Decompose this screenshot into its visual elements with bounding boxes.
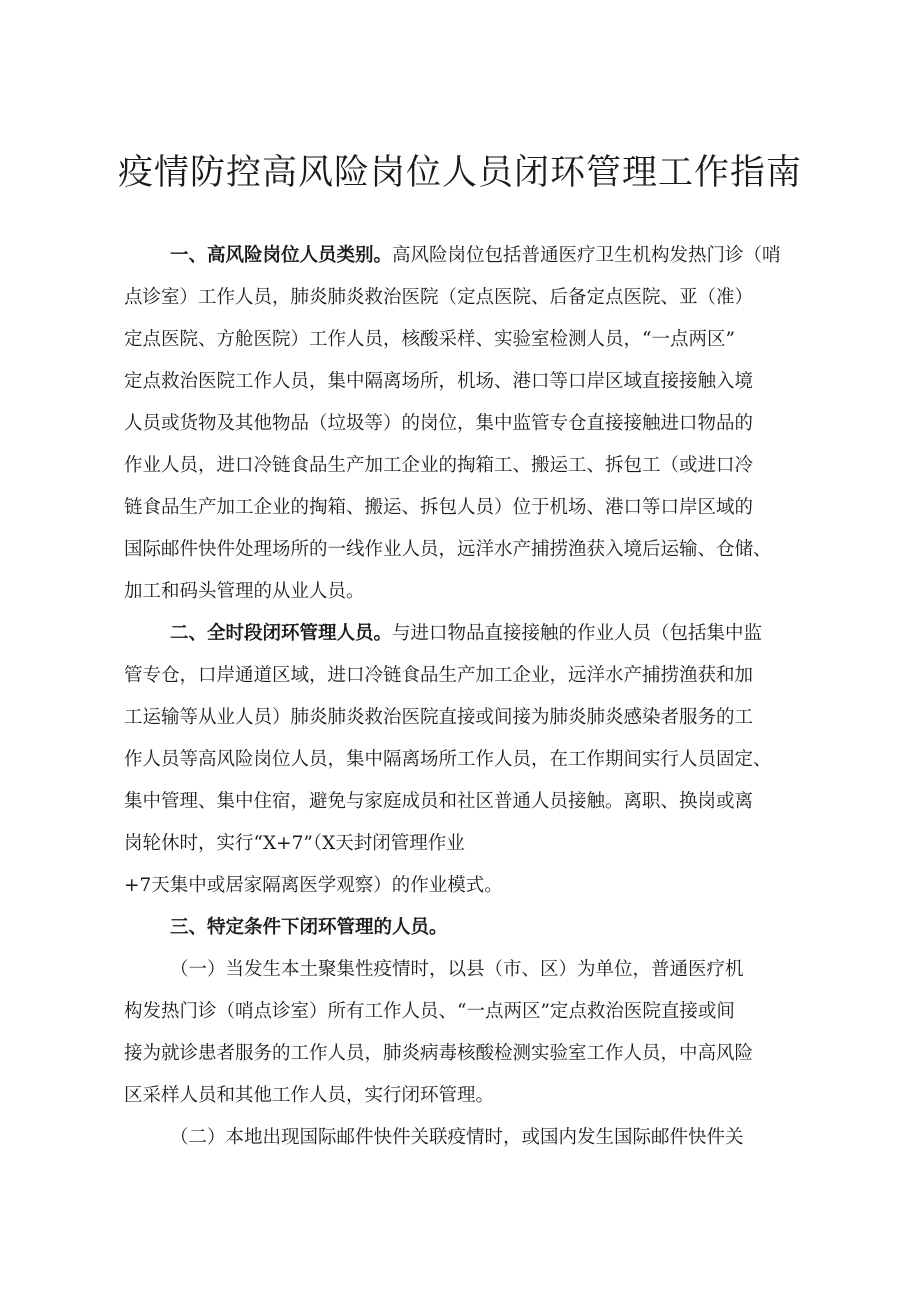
- section-heading: 一、高风险岗位人员类别。: [170, 245, 393, 266]
- paragraph-line: [124, 369, 814, 395]
- paragraph-text: 国际邮件快件处理场所的一线作业人员，远洋水产捕捞渔获入境后运输、仓储、: [124, 539, 772, 560]
- paragraph-text: 区采样人员和其他工作人员，实行闭环管理。: [124, 1085, 495, 1106]
- paragraph-text: +7天集中或居家隔离医学观察）的作业模式。: [124, 875, 503, 896]
- paragraph-text: 加工和码头管理的从业人员。: [124, 581, 365, 602]
- section-heading: 三、特定条件下闭环管理的人员。: [170, 917, 448, 938]
- paragraph-text: 高风险岗位包括普通医疗卫生机构发热门诊（哨: [392, 245, 781, 266]
- paragraph-text: 管专仓，口岸通道区域，进口冷链食品生产加工企业，远洋水产捕捞渔获和加: [124, 665, 754, 686]
- paragraph-line: [124, 705, 814, 731]
- paragraph-line: [124, 873, 624, 899]
- paragraph-line: [124, 789, 814, 815]
- paragraph-text: 集中管理、集中住宿，避免与家庭成员和社区普通人员接触。离职、换岗或离: [124, 791, 754, 812]
- paragraph-line: [170, 957, 814, 983]
- paragraph-line: [124, 1083, 814, 1109]
- paragraph-text: 构发热门诊（哨点诊室）所有工作人员、“一点两区”定点救治医院直接或间: [124, 1001, 735, 1022]
- paragraph-text: 岗轮休时，实行“X+7”（X天封闭管理作业: [124, 833, 465, 854]
- paragraph-text: 作人员等高风险岗位人员，集中隔离场所工作人员，在工作期间实行人员固定、: [124, 749, 772, 770]
- paragraph-text: 与进口物品直接接触的作业人员（包括集中监: [392, 623, 763, 644]
- paragraph-line: [124, 453, 814, 479]
- paragraph-line: [170, 621, 814, 647]
- paragraph-text: 链食品生产加工企业的掏箱、搬运、拆包人员）位于机场、港口等口岸区域的: [124, 497, 754, 518]
- paragraph-text: （二）本地出现国际邮件快件关联疫情时，或国内发生国际邮件快件关: [170, 1127, 744, 1148]
- paragraph-line: [170, 243, 814, 269]
- paragraph-line: [124, 999, 814, 1025]
- paragraph-text: 作业人员，进口冷链食品生产加工企业的掏箱工、搬运工、拆包工（或进口冷: [124, 455, 754, 476]
- paragraph-text: （一）当发生本土聚集性疫情时，以县（市、区）为单位，普通医疗机: [170, 959, 744, 980]
- paragraph-line: [170, 1125, 814, 1151]
- paragraph-line: [124, 495, 814, 521]
- paragraph-text: 定点救治医院工作人员，集中隔离场所，机场、港口等口岸区域直接接触入境: [124, 371, 754, 392]
- paragraph-text: 定点医院、方舱医院）工作人员，核酸采样、实验室检测人员，“一点两区”: [124, 329, 735, 350]
- paragraph-text: 工运输等从业人员）肺炎肺炎救治医院直接或间接为肺炎肺炎感染者服务的工: [124, 707, 754, 728]
- paragraph-line: [124, 327, 814, 353]
- paragraph-line: [124, 411, 814, 437]
- paragraph-line: [124, 747, 824, 773]
- paragraph-line: [124, 663, 814, 689]
- paragraph-line: [124, 285, 814, 311]
- paragraph-line: [124, 579, 814, 605]
- paragraph-line: [124, 537, 824, 563]
- paragraph-line: [124, 831, 624, 857]
- paragraph-line: [124, 1041, 814, 1067]
- paragraph-text: 人员或货物及其他物品（垃圾等）的岗位，集中监管专仓直接接触进口物品的: [124, 413, 754, 434]
- document-title: 疫情防控高风险岗位人员闭环管理工作指南: [117, 153, 802, 193]
- paragraph-text: 点诊室）工作人员，肺炎肺炎救治医院（定点医院、后备定点医院、亚（准）: [124, 287, 754, 308]
- paragraph-line: [170, 915, 814, 941]
- section-heading: 二、全时段闭环管理人员。: [170, 623, 393, 644]
- paragraph-text: 接为就诊患者服务的工作人员，肺炎病毒核酸检测实验室工作人员，中高风险: [124, 1043, 754, 1064]
